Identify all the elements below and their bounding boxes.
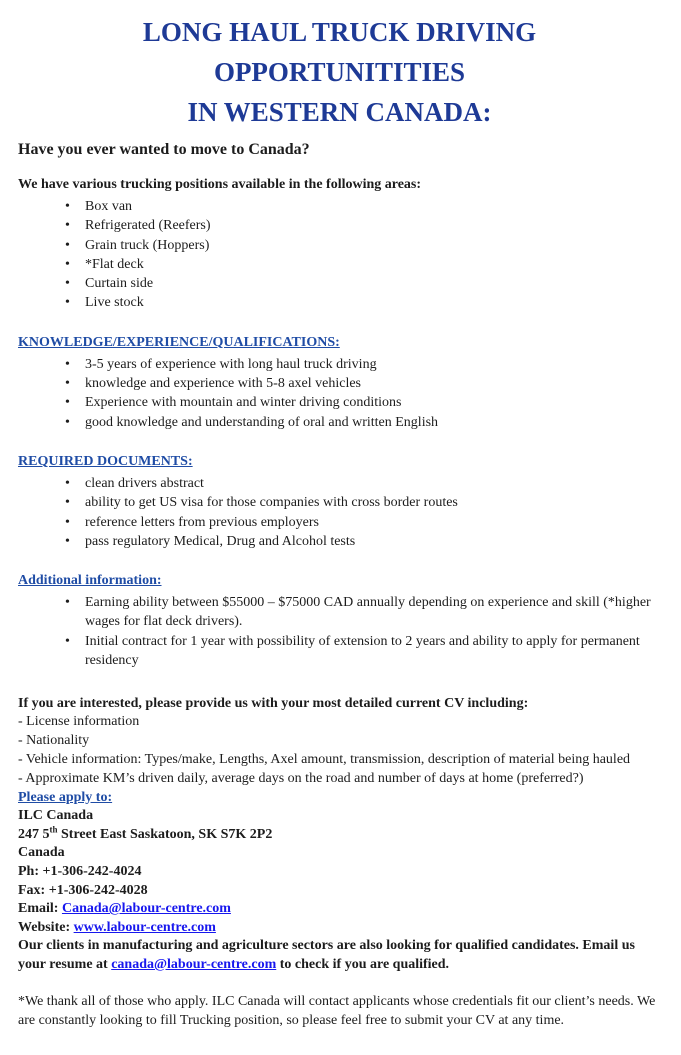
page-title-line-1: LONG HAUL TRUCK DRIVING OPPORTUNITITIES [142,17,537,87]
position-item: • Live stock [85,293,661,312]
positions-section [18,175,661,313]
cv-request-item: - Vehicle information: Types/make, Lengths, Axel amount, transmission, description of material being hauled [18,751,631,767]
address-rest: Street East Saskatoon, SK S7K 2P2 [57,826,273,842]
qualification-item: • knowledge and experience with 5-8 axel vehicles [85,374,661,393]
position-item: • Box van [85,197,661,216]
footer-note: *We thank all of those who apply. ILC Canada will contact applicants whose credentials fit our client’s needs. We are constantly looking to fill Trucking position, so please feel free to submit your CV at any time. [18,994,656,1029]
page-title-line-2: IN WESTERN CANADA: [187,97,492,127]
apply-section [18,789,661,975]
document-item: • ability to get US visa for those companies with cross border routes [85,493,661,512]
cv-request-item: - License information [18,714,140,730]
intro-question: Have you ever wanted to move to Canada? [18,141,310,158]
positions-list [18,197,661,313]
cv-request-list [18,713,661,788]
position-item: • Curtain side [85,274,661,293]
cv-request-item: - Approximate KM’s driven daily, average days on the road and number of days at home (preferred?) [18,770,584,786]
position-item: • *Flat deck [85,255,661,274]
cv-request-item: - Nationality [18,733,90,749]
apply-heading: Please apply to: [18,789,113,805]
address-ordinal: th [49,824,58,835]
address-number: 247 5 [18,826,50,842]
document-item: • clean drivers abstract [85,474,661,493]
clients-note [18,937,661,974]
clients-note-post: to check if you are qualified. [276,956,450,972]
phone-line: Ph: +1-306-242-4024 [18,863,142,879]
cv-request-heading: If you are interested, please provide us with your most detailed current CV including: [18,696,529,712]
email-line [18,900,661,919]
company-name: ILC Canada [18,808,94,824]
required-documents-section [18,452,661,551]
qualifications-heading: KNOWLEDGE/EXPERIENCE/QUALIFICATIONS: [18,334,340,350]
fax-line: Fax: +1-306-242-4028 [18,882,148,898]
address-line [18,826,661,845]
clients-note-pre: Our clients in manufacturing and agriculture sectors are also looking for qualified candidates. Email us your resume at [18,938,635,972]
position-item: • Grain truck (Hoppers) [85,236,661,255]
qualifications-section [18,333,661,432]
additional-info-heading: Additional information: [18,573,162,589]
website-label: Website: [18,919,74,935]
email-link[interactable]: Canada@labour-centre.com [61,901,231,917]
page-title [18,12,661,132]
email-label: Email: [18,901,62,917]
address-country: Canada [18,845,65,861]
clients-email-link[interactable]: canada@labour-centre.com [111,956,277,972]
website-link[interactable]: www.labour-centre.com [73,919,216,935]
qualification-item: • 3-5 years of experience with long haul truck driving [85,355,661,374]
required-documents-heading: REQUIRED DOCUMENTS: [18,453,193,469]
document-item: • pass regulatory Medical, Drug and Alcohol tests [85,532,661,551]
additional-info-item: • Initial contract for 1 year with possibility of extension to 2 years and ability to apply for permanent residency [85,632,661,671]
position-item: • Refrigerated (Reefers) [85,216,661,235]
qualification-item: • Experience with mountain and winter driving conditions [85,393,661,412]
qualification-item: • good knowledge and understanding of oral and written English [85,413,661,432]
qualifications-list [18,355,661,432]
additional-info-section [18,571,661,670]
positions-heading: We have various trucking positions available in the following areas: [18,177,422,192]
required-documents-list [18,474,661,551]
cv-request-section [18,694,661,788]
document-item: • reference letters from previous employers [85,513,661,532]
website-line [18,919,661,938]
additional-info-item: • Earning ability between $55000 – $75000 CAD annually depending on experience and skill (*higher wages for flat deck drivers). [85,593,661,632]
additional-info-list [18,593,661,670]
